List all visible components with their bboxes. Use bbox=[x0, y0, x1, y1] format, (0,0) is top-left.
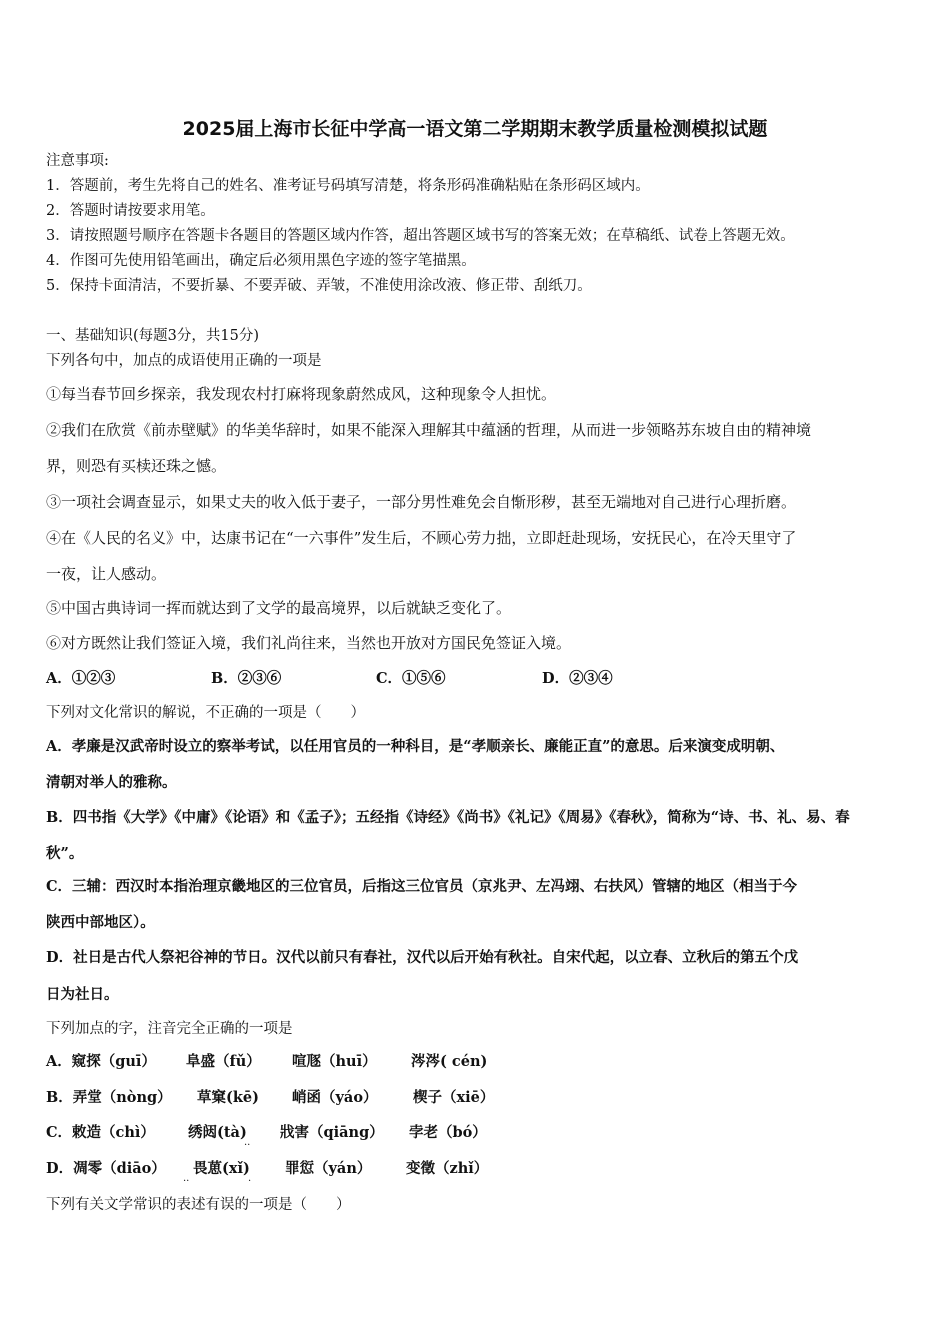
q3-c-item: 戕害（qiāng） bbox=[280, 1124, 384, 1141]
q1-sentence: 一夜，让人感动。 bbox=[46, 565, 167, 583]
q2-option-b: B．四书指《大学》《中庸》《论语》和《孟子》；五经指《诗经》《尚书》《礼记》《周易》《春秋》，简称为“诗、书、礼、易、春 bbox=[46, 809, 850, 826]
notice-item: 2．答题时请按要求用笔。 bbox=[46, 203, 215, 219]
q3-c-item: 绣闼(tà) bbox=[188, 1124, 247, 1141]
notice-item: 3．请按照题号顺序在答题卡各题目的答题区域内作答，超出答题区域书写的答案无效；在草稿纸、试卷上答题无效。 bbox=[46, 228, 795, 244]
notice-item: 5．保持卡面清洁，不要折暴、不要弄破、弄皱，不准使用涂改液、修正带、刮纸刀。 bbox=[46, 278, 592, 294]
q3-c-item: C．敕造（chì） bbox=[46, 1124, 155, 1141]
page-title: 2025届上海市长征中学高一语文第二学期期末教学质量检测模拟试题 bbox=[182, 118, 768, 140]
q3-b-item: 峭函（yáo） bbox=[292, 1089, 378, 1106]
q3-a-item: 喧豗（huī） bbox=[292, 1053, 377, 1070]
q3-a-item: 阜盛（fǔ） bbox=[186, 1053, 261, 1070]
q3-b-item: B．弄堂（nòng） bbox=[46, 1089, 172, 1106]
emphasis-dot: .. bbox=[183, 1173, 190, 1184]
q2-stem: 下列对文化常识的解说，不正确的一项是（ ） bbox=[46, 705, 365, 721]
q1-sentence: ①每当春节回乡探亲，我发现农村打麻将现象蔚然成风，这种现象令人担忧。 bbox=[46, 385, 557, 403]
q2-option-c-cont: 陕西中部地区）。 bbox=[46, 914, 155, 931]
q1-sentence: ②我们在欣赏《前赤壁赋》的华美华辞时，如果不能深入理解其中蕴涵的哲理，从而进一步领略苏东坡自由的精神境 bbox=[46, 421, 812, 439]
emphasis-dot: . bbox=[248, 1173, 252, 1184]
q3-stem: 下列加点的字，注音完全正确的一项是 bbox=[46, 1021, 293, 1037]
q4-stem: 下列有关文学常识的表述有误的一项是（ ） bbox=[46, 1197, 351, 1213]
q2-option-a-cont: 清朝对举人的雅称。 bbox=[46, 774, 177, 791]
q3-a-item: A．窥探（guī） bbox=[46, 1053, 156, 1070]
q1-option-c: C．①⑤⑥ bbox=[376, 670, 446, 687]
q3-d-item: D．凋零（diāo） bbox=[46, 1160, 166, 1177]
q3-d-item: 畏葸(xǐ) bbox=[193, 1160, 250, 1177]
q1-sentence: ⑤中国古典诗词一挥而就达到了文学的最高境界，以后就缺乏变化了。 bbox=[46, 599, 512, 617]
q1-option-d: D．②③④ bbox=[542, 670, 613, 687]
q1-stem: 下列各句中，加点的成语使用正确的一项是 bbox=[46, 353, 322, 369]
q3-b-item: 草窠(kē) bbox=[197, 1089, 259, 1106]
q3-d-item: 罪愆（yán） bbox=[285, 1160, 372, 1177]
q2-option-d-cont: 日为社日。 bbox=[46, 986, 119, 1003]
q2-option-b-cont: 秋”。 bbox=[46, 845, 84, 862]
notice-item: 4．作图可先使用铅笔画出，确定后必须用黑色字迹的签字笔描黑。 bbox=[46, 253, 476, 269]
q3-d-item: 变徵（zhǐ） bbox=[406, 1160, 489, 1177]
q2-option-a: A．孝廉是汉武帝时设立的察举考试，以任用官员的一种科目，是“孝顺亲长、廉能正直”的意思。后来演变成明朝、 bbox=[46, 738, 785, 755]
section-heading: 一、基础知识(每题3分，共15分) bbox=[46, 328, 259, 344]
q3-a-item: 涔涔( cén) bbox=[411, 1053, 488, 1070]
q2-option-c: C．三辅：西汉时本指治理京畿地区的三位官员，后指这三位官员（京兆尹、左冯翊、右扶风）管辖的地区（相当于今 bbox=[46, 878, 798, 895]
q1-sentence: 界，则恐有买椟还珠之憾。 bbox=[46, 457, 227, 475]
notice-item: 1．答题前，考生先将自己的姓名、准考证号码填写清楚，将条形码准确粘贴在条形码区域内。 bbox=[46, 178, 650, 194]
q1-option-b: B．②③⑥ bbox=[211, 670, 282, 687]
notice-heading: 注意事项: bbox=[46, 153, 109, 169]
q3-b-item: 楔子（xiē） bbox=[413, 1089, 495, 1106]
q3-c-item: 孛老（bó） bbox=[409, 1124, 487, 1141]
q1-sentence: ⑥对方既然让我们签证入境，我们礼尚往来，当然也开放对方国民免签证入境。 bbox=[46, 634, 572, 652]
q1-sentence: ④在《人民的名义》中，达康书记在“一六事件”发生后，不顾心劳力拙，立即赶赴现场，安抚民心，在冷天里守了 bbox=[46, 529, 797, 547]
q1-option-a: A．①②③ bbox=[46, 670, 116, 687]
q1-sentence: ③一项社会调查显示，如果丈夫的收入低于妻子，一部分男性难免会自惭形秽，甚至无端地对自己进行心理折磨。 bbox=[46, 493, 797, 511]
emphasis-dot: .. bbox=[244, 1137, 251, 1148]
q2-option-d: D．社日是古代人祭祀谷神的节日。汉代以前只有春社，汉代以后开始有秋社。自宋代起，以立春、立秋后的第五个戊 bbox=[46, 949, 799, 966]
